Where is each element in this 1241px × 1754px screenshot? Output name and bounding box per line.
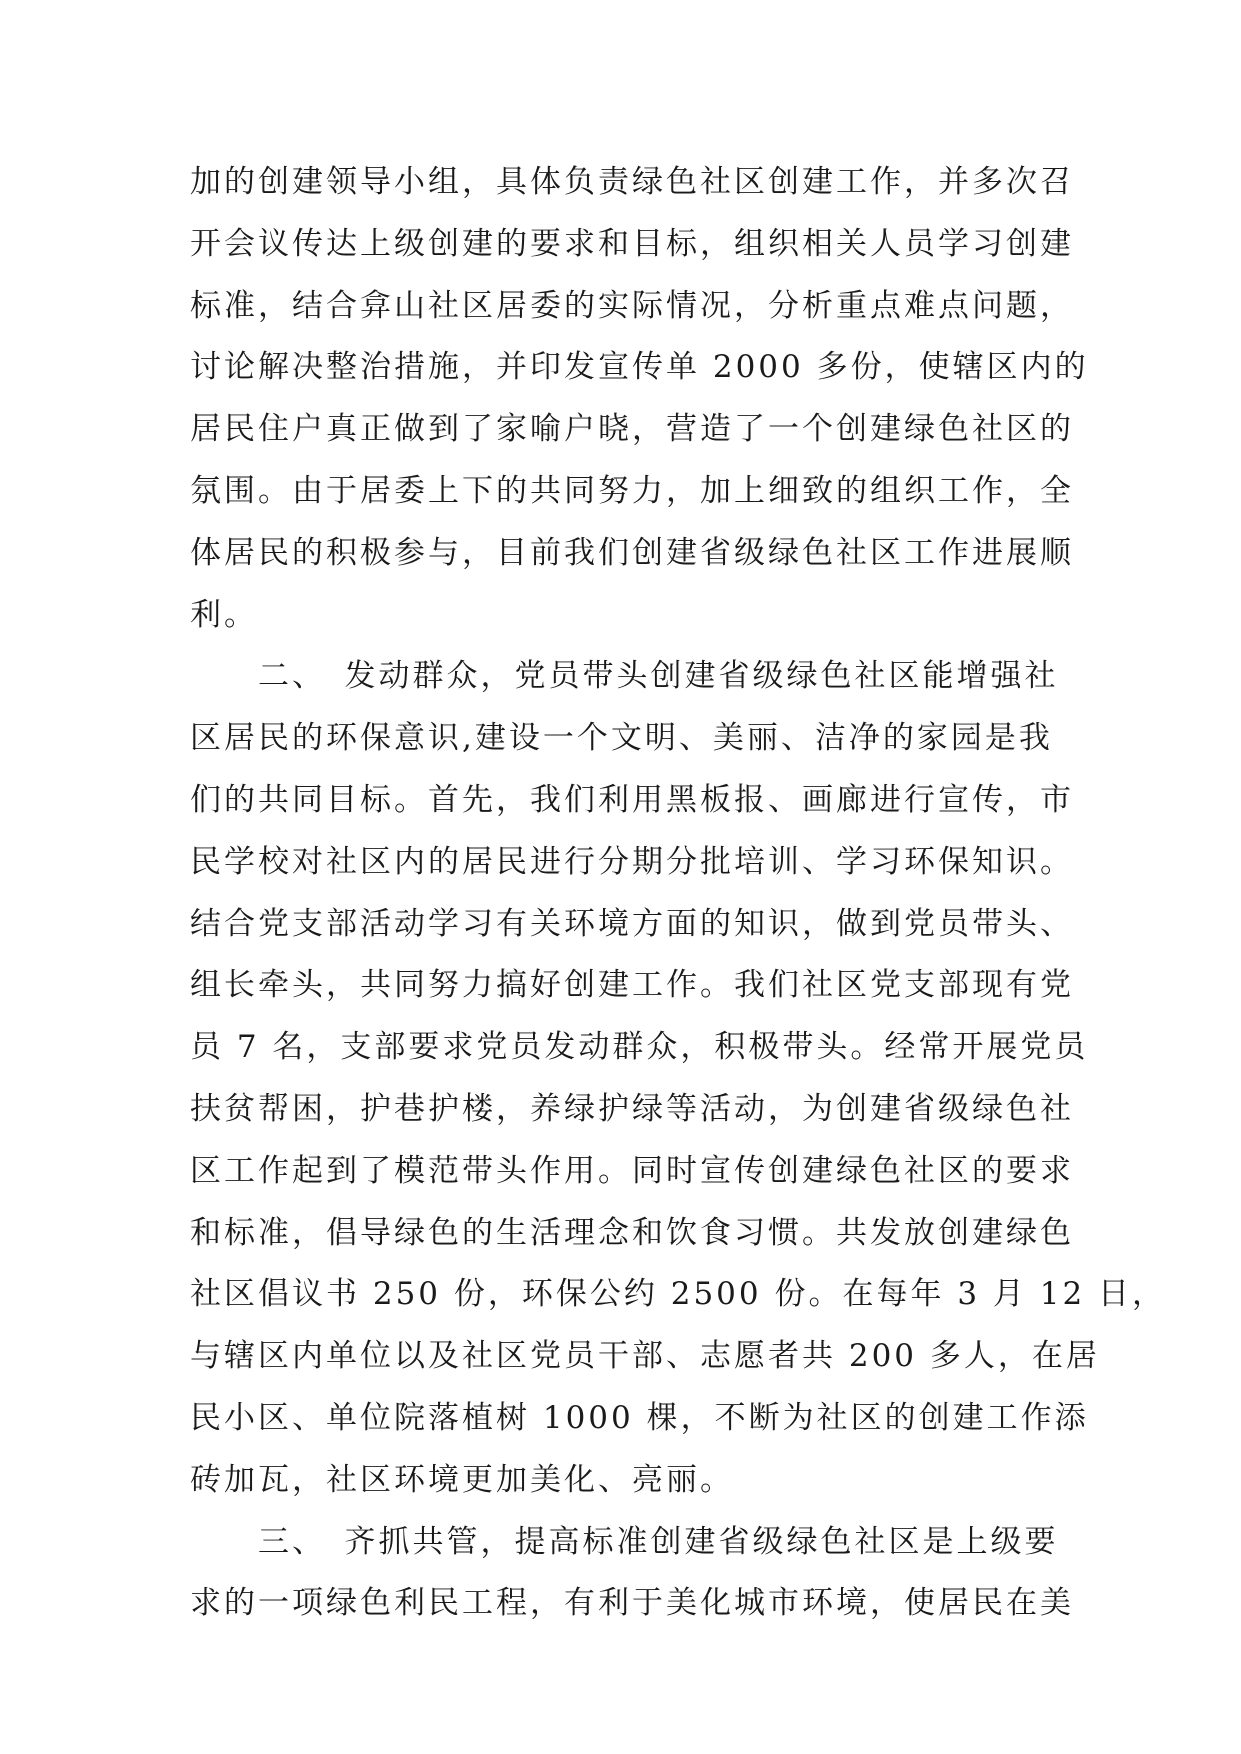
paragraph-1 <box>190 152 1090 646</box>
text-line: 和标准，倡导绿色的生活理念和饮食习惯。共发放创建绿色 <box>190 1214 1074 1251</box>
text-line: 讨论解决整治措施，并印发宣传单 2000 多份，使辖区内的 <box>190 349 1089 386</box>
text-line: 利。 <box>190 596 258 633</box>
text-line: 体居民的积极参与，目前我们创建省级绿色社区工作进展顺 <box>190 534 1074 571</box>
text-line: 扶贫帮困，护巷护楼，养绿护绿等活动，为创建省级绿色社 <box>190 1090 1074 1127</box>
text-line: 标准，结合弇山社区居委的实际情况，分析重点难点问题， <box>190 287 1074 324</box>
text-line: 三、 齐抓共管，提高标准创建省级绿色社区是上级要 <box>190 1523 1059 1560</box>
text-line: 区居民的环保意识,建设一个文明、美丽、洁净的家园是我 <box>190 720 1053 757</box>
text-line: 组长牵头，共同努力搞好创建工作。我们社区党支部现有党 <box>190 967 1074 1004</box>
text-line: 开会议传达上级创建的要求和目标，组织相关人员学习创建 <box>190 225 1074 262</box>
text-line: 民学校对社区内的居民进行分期分批培训、学习环保知识。 <box>190 843 1074 880</box>
text-line: 与辖区内单位以及社区党员干部、志愿者共 200 多人，在居 <box>190 1338 1100 1375</box>
text-line: 民小区、单位院落植树 1000 棵，不断为社区的创建工作添 <box>190 1399 1089 1436</box>
text-line: 二、 发动群众，党员带头创建省级绿色社区能增强社 <box>190 658 1059 695</box>
text-line: 加的创建领导小组，具体负责绿色社区创建工作，并多次召 <box>190 164 1074 200</box>
text-line: 砖加瓦，社区环境更加美化、亮丽。 <box>190 1461 734 1498</box>
text-line: 结合党支部活动学习有关环境方面的知识，做到党员带头、 <box>190 905 1074 942</box>
paragraph-2 <box>190 646 1167 1511</box>
text-line: 居民住户真正做到了家喻户晓，营造了一个创建绿色社区的 <box>190 411 1074 448</box>
paragraph-3 <box>190 1512 1090 1636</box>
text-line: 员 7 名，支部要求党员发动群众，积极带头。经常开展党员 <box>190 1029 1089 1066</box>
text-line: 氛围。由于居委上下的共同努力，加上细致的组织工作，全 <box>190 472 1074 509</box>
text-line: 社区倡议书 250 份，环保公约 2500 份。在每年 3 月 12 日， <box>190 1276 1167 1313</box>
text-line: 求的一项绿色利民工程，有利于美化城市环境，使居民在美 <box>190 1585 1074 1622</box>
text-line: 们的共同目标。首先，我们利用黑板报、画廊进行宣传，市 <box>190 781 1074 818</box>
body-text <box>190 152 1167 1635</box>
text-line: 区工作起到了模范带头作用。同时宣传创建绿色社区的要求 <box>190 1152 1074 1189</box>
